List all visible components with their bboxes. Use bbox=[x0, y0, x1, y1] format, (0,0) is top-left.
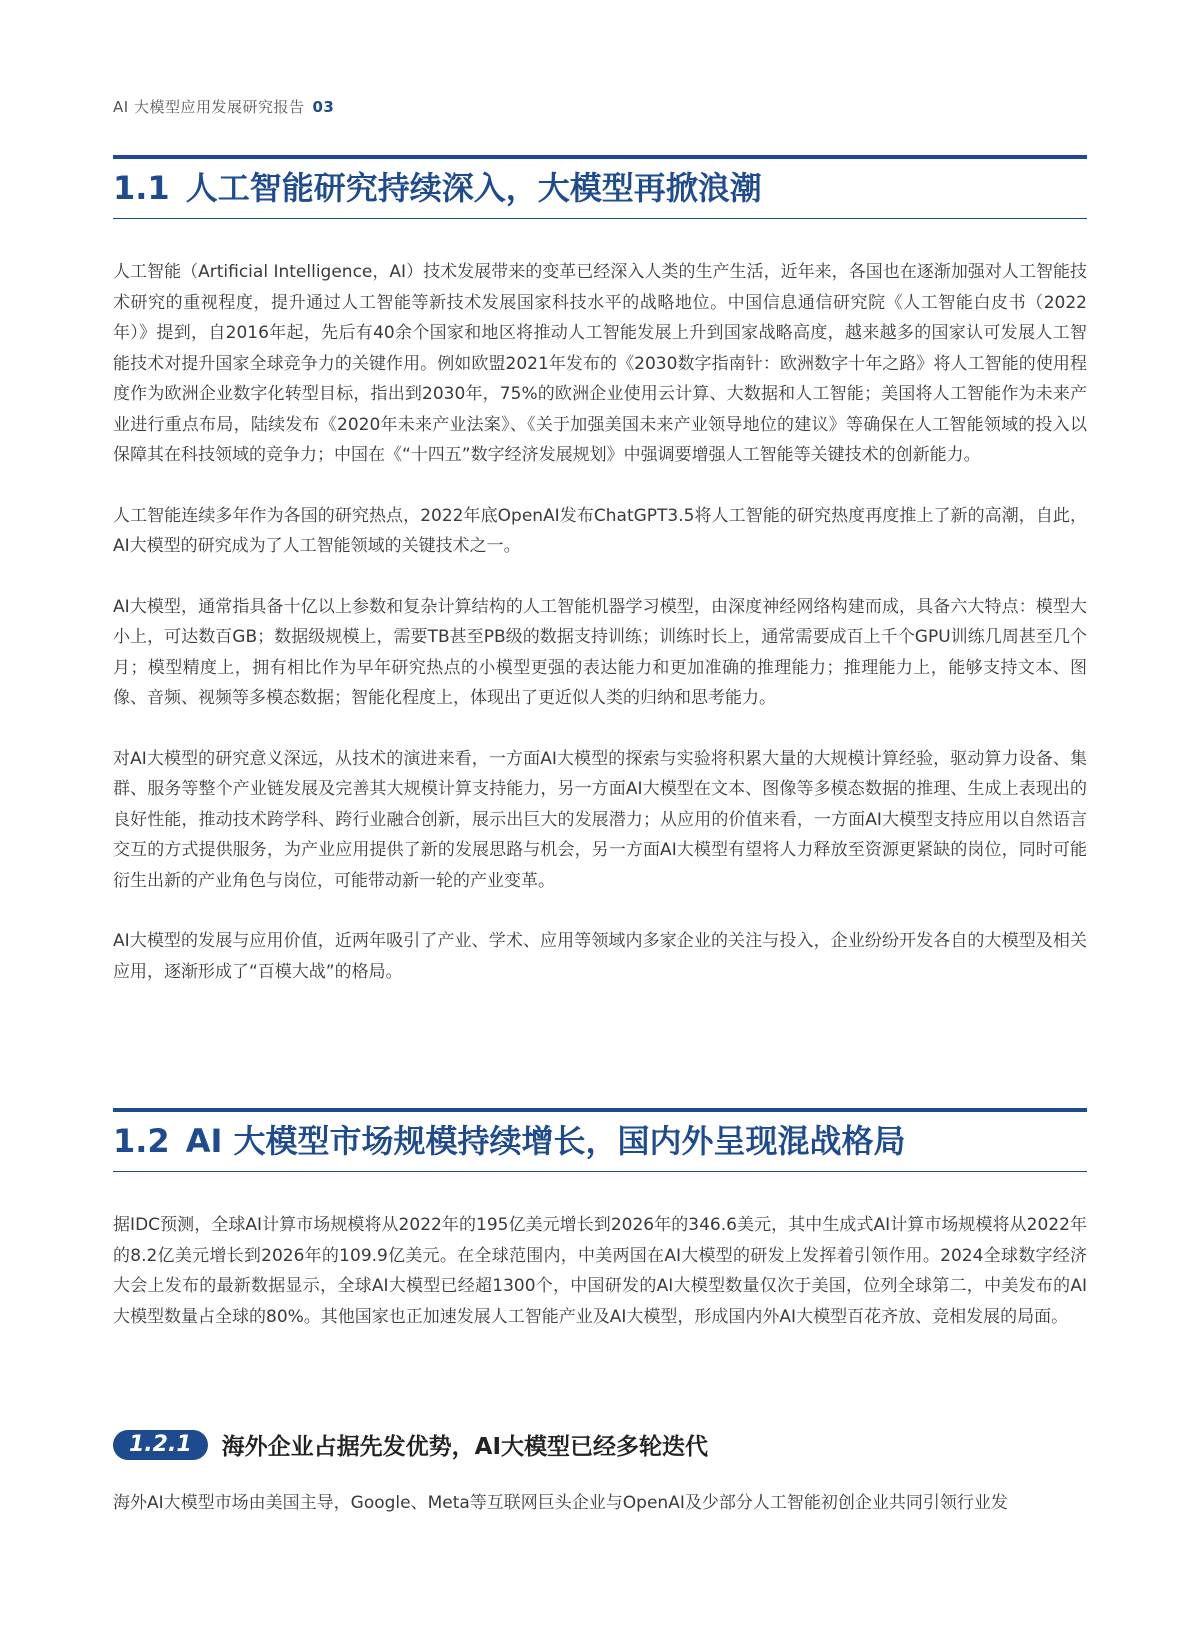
section-heading bbox=[113, 155, 1087, 219]
subsection-number-badge: 1.2.1 bbox=[113, 1430, 208, 1460]
paragraph: AI大模型的发展与应用价值，近两年吸引了产业、学术、应用等领域内多家企业的关注与投入，企业纷纷开发各自的大模型及相关应用，逐渐形成了“百模大战”的格局。 bbox=[113, 931, 1087, 982]
section-number: 1.2 bbox=[113, 1122, 170, 1160]
paragraph: AI大模型，通常指具备十亿以上参数和复杂计算结构的人工智能机器学习模型，由深度神经网络构建而成，具备六大特点：模型大小上，可达数百GB；数据级规模上，需要TB甚至PB级的数据支持训练；训练时长上，通常需要成百上千个GPU训练几周甚至几个月；模型精度上，拥有相比作为早年研究热点的小模型更强的表达能力和更加准确的推理能力；推理能力上，能够支持文本、图像、音频、视频等多模态数据；智能化程度上，体现出了更近似人类的归纳和思考能力。 bbox=[113, 596, 1087, 708]
section-1-2 bbox=[113, 1108, 1087, 1332]
subsection-heading bbox=[113, 1428, 708, 1461]
paragraph: 海外AI大模型市场由美国主导，Google、Meta等互联网巨头企业与OpenAI及少部分人工智能初创企业共同引领行业发 bbox=[113, 1493, 1008, 1513]
section-title: 人工智能研究持续深入，大模型再掀浪潮 bbox=[185, 169, 762, 207]
section-heading bbox=[113, 1108, 1087, 1172]
running-header bbox=[113, 96, 334, 117]
section-title: AI 大模型市场规模持续增长，国内外呈现混战格局 bbox=[185, 1122, 906, 1160]
section-body bbox=[113, 257, 1087, 987]
paragraph: 对AI大模型的研究意义深远，从技术的演进来看，一方面AI大模型的探索与实验将积累大量的大规模计算经验，驱动算力设备、集群、服务等整个产业链发展及完善其大规模计算支持能力，另一方面AI大模型在文本、图像等多模态数据的推理、生成上表现出的良好性能，推动技术跨学科、跨行业融合创新，展示出巨大的发展潜力；从应用的价值来看，一方面AI大模型支持应用以自然语言交互的方式提供服务，为产业应用提供了新的发展思路与机会，另一方面AI大模型有望将人力释放至资源更紧缺的岗位，同时可能衍生出新的产业角色与岗位，可能带动新一轮的产业变革。 bbox=[113, 748, 1087, 891]
paragraph: 据IDC预测，全球AI计算市场规模将从2022年的195亿美元增长到2026年的346.6美元，其中生成式AI计算市场规模将从2022年的8.2亿美元增长到2026年的109.9亿美元。在全球范围内，中美两国在AI大模型的研发上发挥着引领作用。2024全球数字经济大会上发布的最新数据显示，全球AI大模型已经超1300个，中国研发的AI大模型数量仅次于美国，位列全球第二，中美发布的AI大模型数量占全球的80%。其他国家也正加速发展人工智能产业及AI大模型，形成国内外AI大模型百花齐放、竞相发展的局面。 bbox=[113, 1215, 1087, 1327]
section-number: 1.1 bbox=[113, 169, 170, 207]
subsection-title: 海外企业占据先发优势，AI大模型已经多轮迭代 bbox=[221, 1434, 708, 1460]
section-1-1 bbox=[113, 155, 1087, 987]
section-body bbox=[113, 1210, 1087, 1332]
paragraph: 人工智能连续多年作为各国的研究热点，2022年底OpenAI发布ChatGPT3.5将人工智能的研究热度再度推上了新的高潮，自此，AI大模型的研究成为了人工智能领域的关键技术之一。 bbox=[113, 505, 1087, 556]
subsection-body bbox=[113, 1488, 1087, 1519]
page-number: 03 bbox=[312, 98, 335, 116]
report-title: AI 大模型应用发展研究报告 bbox=[113, 98, 305, 116]
paragraph: 人工智能（Artificial Intelligence，AI）技术发展带来的变革已经深入人类的生产生活，近年来，各国也在逐渐加强对人工智能技术研究的重视程度，提升通过人工智能等新技术发展国家科技水平的战略地位。中国信息通信研究院《人工智能白皮书（2022年）》提到，自2016年起，先后有40余个国家和地区将推动人工智能发展上升到国家战略高度，越来越多的国家认可发展人工智能技术对提升国家全球竞争力的关键作用。例如欧盟2021年发布的《2030数字指南针：欧洲数字十年之路》将人工智能的使用程度作为欧洲企业数字化转型目标，指出到2030年，75%的欧洲企业使用云计算、大数据和人工智能；美国将人工智能作为未来产业进行重点布局，陆续发布《2020年未来产业法案》、《关于加强美国未来产业领导地位的建议》等确保在人工智能领域的投入以保障其在科技领域的竞争力；中国在《“十四五”数字经济发展规划》中强调要增强人工智能等关键技术的创新能力。 bbox=[113, 262, 1087, 465]
